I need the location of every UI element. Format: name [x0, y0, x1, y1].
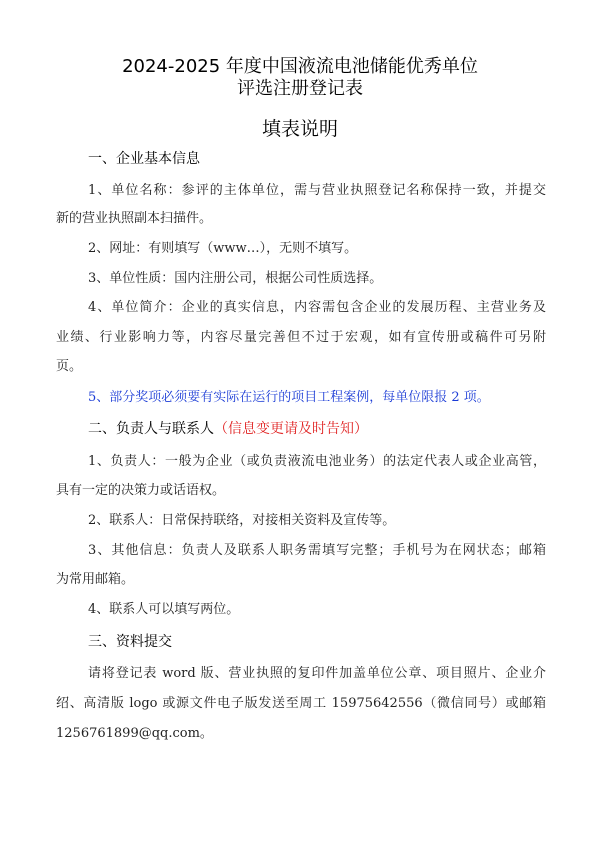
section-1-item-4-line-3: 页。 — [56, 359, 83, 374]
section-1-item-2: 2、网址：有则填写（www…），无则不填写。 — [88, 241, 358, 256]
section-1-item-3: 3、单位性质：国内注册公司，根据公司性质选择。 — [88, 271, 383, 286]
section-2-item-3-line-1: 3、其他信息：负责人及联系人职务需填写完整；手机号为在网状态；邮箱 — [88, 543, 546, 558]
section-2-item-2: 2、联系人：日常保持联络，对接相关资料及宣传等。 — [88, 513, 396, 528]
section-2-item-1-line-2: 具有一定的决策力或话语权。 — [56, 483, 226, 498]
document-title-line-1: 2024-2025 年度中国液流电池储能优秀单位 — [122, 56, 478, 77]
section-1-item-1-line-1: 1、单位名称：参评的主体单位，需与营业执照登记名称保持一致，并提交 — [88, 183, 546, 198]
section-2-heading-text: 二、负责人与联系人 — [88, 421, 214, 437]
section-1-item-1-line-2: 新的营业执照副本扫描件。 — [56, 211, 213, 226]
section-3-line-3-email: 1256761899@qq.com。 — [56, 726, 213, 741]
section-3-heading: 三、资料提交 — [88, 634, 172, 650]
section-3-line-2: 绍、高清版 logo 或源文件电子版发送至周工 15975642556（微信同号）或邮箱 — [56, 696, 546, 711]
document-subtitle: 填表说明 — [261, 118, 338, 140]
document-title-line-2: 评选注册登记表 — [237, 78, 363, 99]
section-2-heading — [88, 419, 368, 439]
section-3-line-1: 请将登记表 word 版、营业执照的复印件加盖单位公章、项目照片、企业介 — [88, 666, 546, 681]
section-2-item-4: 4、联系人可以填写两位。 — [88, 602, 240, 617]
section-2-item-3-line-2: 为常用邮箱。 — [56, 572, 135, 587]
section-2-heading-note: （信息变更请及时告知） — [214, 421, 368, 437]
section-1-item-4-line-1: 4、单位简介：企业的真实信息，内容需包含企业的发展历程、主营业务及 — [88, 300, 546, 315]
section-1-item-5-highlight: 5、部分奖项必须要有实际在运行的项目工程案例，每单位限报 2 项。 — [88, 390, 490, 405]
section-1-item-4-line-2: 业绩、行业影响力等，内容尽量完善但不过于宏观，如有宣传册或稿件可另附 — [56, 330, 546, 345]
section-2-item-1-line-1: 1、负责人：一般为企业（或负责液流电池业务）的法定代表人或企业高管， — [88, 454, 546, 469]
section-1-heading: 一、企业基本信息 — [88, 151, 200, 167]
